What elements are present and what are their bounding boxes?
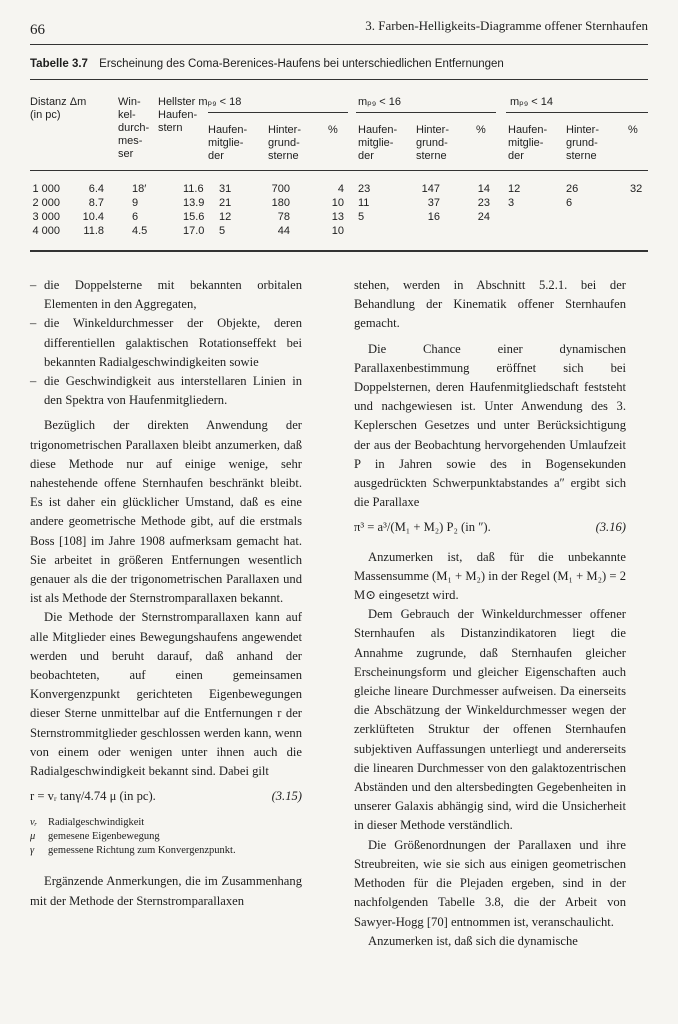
paragraph: Ergänzende Anmerkungen, die im Zusammenhang mit der Methode der Sternstromparallaxen bbox=[30, 874, 302, 908]
equation-3-16: π³ = a³/(M₁ + M₂) P₂ (in ″). (3.16) bbox=[354, 518, 626, 537]
col-head-hinter-3: Hinter- grund- sterne bbox=[566, 124, 600, 162]
group-rule-16 bbox=[356, 112, 496, 113]
running-header bbox=[30, 14, 648, 40]
table-cell: 4.5 bbox=[132, 225, 148, 237]
table-cell: 16 bbox=[427, 211, 440, 223]
col-group-14: mₚ₉ < 14 bbox=[510, 96, 554, 108]
table-cell: 6.4 bbox=[88, 183, 104, 195]
paragraph: Die Chance einer dynamischen Parallaxenbestimmung eröffnet sich bei Doppelsternen, deren Haufenmitgliedschaft feststeht und nachgewiesen ist. Unter Anwendung des 3. Keplerschen Gesetzes und unter Berücksichtigung der aus der Beobachtung hervorgehenden Umlaufzeit P in Jahren sowie des in Bogensekunden ausgedrückten Schwerpunktabstandes a″ ergibt sich die Parallaxe bbox=[354, 341, 626, 510]
col-head-distanz: Distanz Δm (in pc) bbox=[30, 96, 87, 121]
table-cell: 6 bbox=[132, 211, 139, 223]
paragraph: Die Größenordnungen der Parallaxen und ihre Streubreiten, wie sie sich aus einigen geometrischen Methoden für die Plejaden ergeben, sind in der nachfolgenden Tabelle 3.8, die der Arbeit von Sawyer-Hogg [70] entnommen ist, veranschaulicht. bbox=[354, 837, 626, 929]
paragraph: Die Methode der Sternstromparallaxen kann auf alle Mitglieder eines Bewegungshaufens angewendet werden und beruht darauf, daß anhand der beobachteten, auf einen gemeinsamen Konvergenzpunkt gerichteten Eigenbewegungen dieser Sterne unmittelbar auf die Entfernungen r der Sternstrommitglieder geschlossen werden kann, wenn von einem oder wenigen unter ihnen auch die Radialgeschwindigkeit bekannt sind. Dabei gilt bbox=[30, 610, 302, 779]
table-label: Tabelle 3.7 bbox=[30, 58, 88, 70]
paragraph: stehen, werden in Abschnitt 5.2.1. bei der Behandlung der Kinematik offener Sternhaufen gemacht. bbox=[354, 278, 626, 331]
symbol-legend: vᵣ Radialgeschwindigkeit μ gemesene Eigenbewegung γ gemessene Richtung zum Konvergenzpunkt. bbox=[30, 817, 236, 857]
table-cell: 31 bbox=[219, 183, 232, 195]
col-head-winkel: Win- kel- durch- mes- ser bbox=[118, 96, 150, 160]
table-cell: 37 bbox=[427, 197, 440, 209]
col-group-16: mₚ₉ < 16 bbox=[358, 96, 402, 108]
table-cell: 11.8 bbox=[83, 225, 104, 237]
table-cell: 8.7 bbox=[88, 197, 104, 209]
col-head-pct-3: % bbox=[628, 124, 638, 136]
table-cell: 26 bbox=[566, 183, 579, 195]
paragraph: Anzumerken ist, daß für die unbekannte Massensumme (M₁ + M₂) in der Regel (M₁ + M₂) = 2 M⊙ eingesetzt wird. bbox=[354, 549, 626, 603]
table-cell: 5 bbox=[219, 225, 226, 237]
table-cell: 78 bbox=[277, 211, 290, 223]
table-cell: 3 bbox=[508, 197, 515, 209]
equation-3-15: r = vᵣ tanγ/4.74 μ (in pc). (3.15) bbox=[30, 787, 302, 806]
table-cell: 17.0 bbox=[183, 225, 205, 237]
list-item: – die Doppelsterne mit bekannten orbitalen Elementen in den Aggregaten, bbox=[30, 278, 302, 312]
table-cell: 13 bbox=[331, 211, 344, 223]
col-head-pct-1: % bbox=[328, 124, 338, 136]
equation-number: (3.16) bbox=[595, 520, 626, 535]
table-cell: 23 bbox=[358, 183, 371, 195]
col-head-hinter-1: Hinter- grund- sterne bbox=[268, 124, 302, 162]
table-cell: 32 bbox=[630, 183, 643, 195]
table-cell: 18′ bbox=[132, 183, 147, 195]
col-head-hellster: Hellster mₚ₉ < 18 Haufen- stern bbox=[158, 96, 242, 134]
table-cell: 180 bbox=[271, 197, 290, 209]
header-rule bbox=[30, 44, 648, 45]
col-head-haufen-2: Haufen- mitglie- der bbox=[358, 124, 398, 162]
table-cell: 14 bbox=[477, 183, 490, 195]
table-cell: 147 bbox=[421, 183, 440, 195]
table-bottom-rule bbox=[30, 250, 648, 252]
table-cell: 10.4 bbox=[82, 211, 104, 223]
left-column bbox=[30, 276, 302, 911]
table-cell: 21 bbox=[219, 197, 232, 209]
page-number: 66 bbox=[30, 22, 45, 38]
table-caption-text: Erscheinung des Coma-Berenices-Haufens bei unterschiedlichen Entfernungen bbox=[99, 58, 504, 70]
col-head-hinter-2: Hinter- grund- sterne bbox=[416, 124, 450, 162]
table-cell: 15.6 bbox=[183, 211, 205, 223]
table-cell: 4 000 bbox=[32, 225, 60, 237]
table-cell: 4 bbox=[337, 183, 344, 195]
table-cell: 5 bbox=[358, 211, 365, 223]
table-cell: 9 bbox=[132, 197, 139, 209]
table-cell: 11.6 bbox=[183, 183, 204, 195]
table-cell: 10 bbox=[331, 197, 344, 209]
table-head-rule bbox=[30, 170, 648, 171]
table-cell: 10 bbox=[331, 225, 344, 237]
table-cell: 2 000 bbox=[32, 197, 60, 209]
table-cell: 23 bbox=[477, 197, 490, 209]
table-cell: 12 bbox=[508, 183, 521, 195]
paragraph: Bezüglich der direkten Anwendung der trigonometrischen Parallaxen bleibt anzumerken, daß diese Methode nur auf einige wenige, sehr nahestehende offene Sternhaufen beschränkt bleibt. Es ist daher ein glücklicher Umstand, daß es eine andere geometrische Methode gibt, auf die erstmals Boss [108] im Jahre 1908 aufmerksam gemacht hat. Sie arbeitet in größeren Entfernungen wesentlich genauer als die der trigonometrischen Parallaxen und ist als Methode der Sternstromparallaxen bekannt. bbox=[30, 418, 302, 606]
table-cell: 13.9 bbox=[183, 197, 205, 209]
table-cell: 44 bbox=[277, 225, 290, 237]
col-head-pct-2: % bbox=[476, 124, 486, 136]
paragraph: Anzumerken ist, daß sich die dynamische bbox=[368, 933, 578, 948]
table-top-rule bbox=[30, 79, 648, 80]
table-cell: 700 bbox=[271, 183, 290, 195]
table-cell: 6 bbox=[566, 197, 573, 209]
table-caption bbox=[30, 58, 648, 70]
table-cell: 3 000 bbox=[32, 211, 60, 223]
right-column bbox=[354, 276, 626, 951]
table-cell: 24 bbox=[477, 211, 490, 223]
table-cell: 11 bbox=[358, 197, 370, 209]
group-rule-14 bbox=[506, 112, 648, 113]
table-cell: 1 000 bbox=[32, 183, 60, 195]
list-item: – die Geschwindigkeit aus interstellaren Linien in den Spektra von Haufenmitgliedern. bbox=[30, 374, 302, 408]
equation-number: (3.15) bbox=[271, 789, 302, 804]
group-rule-18 bbox=[208, 112, 348, 113]
chapter-title: 3. Farben-Helligkeits-Diagramme offener Sternhaufen bbox=[365, 18, 648, 33]
paragraph: Dem Gebrauch der Winkeldurchmesser offener Sternhaufen als Distanzindikatoren liegt die Annahme zugrunde, daß Sternhaufen gleicher Erscheinungsform und gleicher Eigenschaften auch gleiche lineare Durchmesser aufweisen. Da einerseits die Abschätzung der Winkeldurchmesser wegen der zerklüfteten Struktur der offenen Sternhaufen subjektiven Auffassungen unterliegt und andererseits die linearen Durchmesser von den galaktozentrischen Abständen und den altersbedingten Gegebenheiten in unserer Galaxis abhängig sind, wird die Unsicherheit in dieser Methode verständlich. bbox=[354, 607, 626, 833]
table-cell: 12 bbox=[219, 211, 232, 223]
col-head-haufen-1: Haufen- mitglie- der bbox=[208, 124, 248, 162]
list-item: – die Winkeldurchmesser der Objekte, deren differentiellen galaktischen Rotationseffekt bei bekannten Radialgeschwindigkeiten sowie bbox=[30, 316, 302, 369]
col-head-haufen-3: Haufen- mitglie- der bbox=[508, 124, 548, 162]
